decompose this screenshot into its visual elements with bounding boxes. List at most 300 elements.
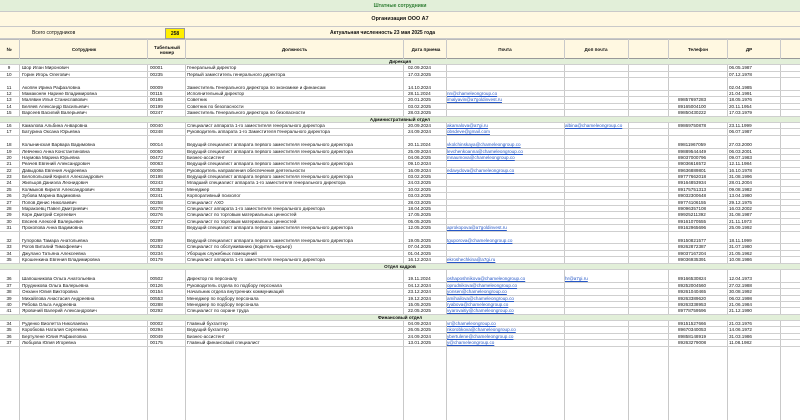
- cell-phone: 89670340053: [678, 327, 707, 333]
- cell-phone: 89263389620: [678, 295, 707, 301]
- cell-employee[interactable]: Яровачий Валерий Александрович: [22, 308, 97, 314]
- cell-birthday: 12.04.1973: [729, 276, 752, 282]
- cell-mail[interactable]: ybertulene@chameleongroup.co: [447, 333, 514, 339]
- cell-mail[interactable]: yonsen@chameleongroup.co: [447, 289, 507, 295]
- cell-tab-number: 00277: [150, 218, 163, 224]
- cell-hire-date: 28.03.2025: [408, 199, 431, 205]
- cell-num: 37: [6, 282, 12, 288]
- cell-num: 12: [6, 90, 12, 96]
- cell-employee[interactable]: Батурина Оксана Юрьевна: [22, 129, 80, 135]
- department-label: Финансовый отдел: [377, 314, 423, 320]
- cell-position: Главный финансовый специалист: [187, 340, 260, 346]
- cell-phone: 89166530824: [678, 276, 707, 282]
- cell-hire-date: 16.09.2024: [408, 167, 431, 173]
- cell-birthday: 21.06.1984: [729, 301, 752, 307]
- cell-position: Бизнес-ассистент: [187, 154, 225, 160]
- cell-hire-date: 19.05.2025: [408, 237, 431, 243]
- cell-position: Первый заместитель генерального директора: [187, 71, 286, 77]
- cell-num: 19: [6, 148, 12, 154]
- cell-tab-number: 00040: [150, 122, 163, 128]
- cell-phone: 89036616572: [678, 161, 707, 167]
- cell-position: Директор по персоналу: [187, 276, 238, 282]
- cell-phone: 89262872387: [678, 244, 707, 250]
- cell-phone: 89037167204: [678, 250, 707, 256]
- cell-position: Ведущий специалист аппарата первого заместителя генерального директора: [187, 237, 353, 243]
- cell-employee[interactable]: Гупорова Тамара Анатольевна: [22, 237, 88, 243]
- cell-mail[interactable]: tguporova@chameleongroup.co: [447, 237, 513, 243]
- cell-position: Уборщик служебных помещений: [187, 250, 257, 256]
- stats-bar: [0, 27, 800, 39]
- cell-tab-number: 00126: [150, 282, 163, 288]
- cell-position: Заместитель Генерального директора по экономике и финансам: [187, 84, 326, 90]
- department-label: Отдел кадров: [384, 263, 416, 269]
- table-header: [0, 39, 800, 59]
- cell-tab-number: 00014: [150, 142, 163, 148]
- cell-tab-number: 00002: [150, 321, 163, 327]
- cell-num: 34: [6, 321, 12, 327]
- actual-headcount: Актуальная численность 23 мая 2025 года: [330, 29, 436, 36]
- cell-mail[interactable]: obsdeve@gmail.com: [447, 129, 490, 135]
- cell-position: Генеральный директор: [187, 65, 237, 71]
- cell-employee[interactable]: Белопольский Кирилл Александрович: [22, 174, 104, 180]
- cell-birthday: 14.06.1972: [729, 327, 752, 333]
- cell-num: 34: [6, 250, 12, 256]
- cell-tab-number: 00234: [150, 250, 163, 256]
- cell-employee[interactable]: Наумова Марина Юрьевна: [22, 154, 80, 160]
- cell-num: 23: [6, 174, 12, 180]
- cell-employee[interactable]: Колмыков Кирилл Александрович: [22, 186, 95, 192]
- table-row: [0, 136, 800, 149]
- cell-employee[interactable]: Давыдова Евгения Андреевна: [22, 167, 87, 173]
- cell-hire-date: 05.05.2025: [408, 218, 431, 224]
- cell-num: 40: [6, 301, 12, 307]
- cell-mail[interactable]: amihailova@chameleongroup.co: [447, 295, 514, 301]
- cell-mail[interactable]: vr@chameleongroup.co: [447, 321, 496, 327]
- cell-position: Руководитель отдела по подбору персонала: [187, 282, 282, 288]
- cell-num: 30: [6, 218, 12, 224]
- cell-birthday: 12.11.1984: [729, 161, 752, 167]
- cell-employee[interactable]: Прокопова Анна Вадимовна: [22, 225, 83, 231]
- cell-add-mail[interactable]: hr@a7gi.ru: [565, 276, 588, 282]
- cell-phone: 89263338953: [678, 301, 707, 307]
- cell-phone: 89774106155: [678, 199, 707, 205]
- cell-hire-date: 24.03.2025: [408, 180, 431, 186]
- cell-position: Заместитель Генерального директора по безопасности: [187, 110, 306, 116]
- cell-mail[interactable]: nkorobkova@chameleongroup.co: [447, 327, 516, 333]
- table-row: [0, 340, 800, 346]
- cell-phone: 89261040465: [678, 289, 707, 295]
- cell-employee[interactable]: Бертулене Юлия Рафаиловна: [22, 333, 87, 339]
- cell-hire-date: 25.09.2024: [408, 148, 431, 154]
- cell-tab-number: 00248: [150, 129, 163, 135]
- cell-hire-date: 19.12.2024: [408, 295, 431, 301]
- cell-mail[interactable]: y@chameleongroup.co: [447, 340, 495, 346]
- cell-tab-number: 00179: [150, 257, 163, 263]
- cell-position: Ведущий специалист аппарата первого заместителя генерального директора: [187, 174, 353, 180]
- cell-num: 21: [6, 161, 12, 167]
- cell-mail[interactable]: edavydova@chameleongroup.co: [447, 167, 515, 173]
- cell-position: Главный бухгалтер: [187, 321, 228, 327]
- cell-employee[interactable]: Корн Дмитрий Сергеевич: [22, 212, 77, 218]
- cell-tab-number: 00001: [150, 65, 163, 71]
- cell-hire-date: 28.11.2024: [408, 90, 431, 96]
- cell-mail[interactable]: imalyavin@a7goldinvest.ru: [447, 97, 502, 103]
- cell-tab-number: 00283: [150, 225, 163, 231]
- cell-tab-number: 00186: [150, 97, 163, 103]
- cell-num: 31: [6, 225, 12, 231]
- col-position[interactable]: Должность: [281, 47, 308, 52]
- cell-tab-number: 00294: [150, 327, 163, 333]
- cell-position: Менеджер по подбору персонала: [187, 295, 259, 301]
- cell-position: Ведущий специалист аппарата первого заместителя генерального директора: [187, 148, 353, 154]
- cell-hire-date: 14.10.2024: [408, 84, 431, 90]
- cell-tab-number: 00175: [150, 340, 163, 346]
- cell-hire-date: 24.09.2024: [408, 333, 431, 339]
- cell-phone: 89778759596: [678, 308, 707, 314]
- cell-birthday: 29.12.1975: [729, 199, 752, 205]
- cell-birthday: 06.02.1998: [729, 295, 752, 301]
- cell-hire-date: 24.09.2024: [408, 129, 431, 135]
- col-num[interactable]: №: [6, 47, 12, 52]
- cell-phone: 89252004560: [678, 282, 707, 288]
- cell-birthday: 09.08.1982: [729, 186, 752, 192]
- cell-num: 17: [6, 129, 12, 135]
- cell-birthday: 20.11.1954: [729, 103, 752, 109]
- cell-tab-number: 00199: [150, 103, 163, 109]
- cell-phone: 89811967059: [678, 142, 706, 148]
- cell-phone: 89858148919: [678, 333, 707, 339]
- col-employee[interactable]: Сотрудник: [71, 47, 97, 52]
- cell-employee[interactable]: Реачев Евгений Александрович: [22, 161, 91, 167]
- table-body: [0, 59, 800, 347]
- cell-phone: 89036935391: [678, 257, 707, 263]
- cell-employee[interactable]: Джулано Татьяна Алексеевна: [22, 250, 86, 256]
- cell-hire-date: 26.05.2025: [408, 327, 431, 333]
- cell-birthday: 09.07.1983: [729, 154, 752, 160]
- cell-hire-date: 17.03.2025: [408, 71, 431, 77]
- cell-employee[interactable]: Маракоевц Павел Дмитриевич: [22, 206, 88, 212]
- cell-phone: 89161070555: [678, 218, 707, 224]
- cell-birthday: 18.11.1999: [729, 237, 752, 243]
- cell-birthday: 21.11.1973: [729, 218, 752, 224]
- cell-num: 14: [6, 103, 12, 109]
- cell-birthday: 28.01.2004: [729, 180, 752, 186]
- cell-mail[interactable]: ryabova@chameleongroup.co: [447, 301, 509, 307]
- cell-birthday: 21.12.1990: [729, 308, 752, 314]
- cell-birthday: 16.03.2002: [729, 206, 752, 212]
- cell-employee[interactable]: Колынинская Варвара Вадимовна: [22, 142, 96, 148]
- cell-position: Начальник отдела внутренних коммуникаций: [187, 289, 284, 295]
- cell-phone: 89889544449: [678, 148, 707, 154]
- cell-tab-number: 00235: [150, 71, 163, 77]
- cell-employee[interactable]: Рябова Ольга Андреевна: [22, 301, 77, 307]
- cell-hire-date: 01.04.2025: [408, 250, 431, 256]
- cell-phone: 89263279008: [678, 340, 707, 346]
- cell-num: 20: [6, 154, 12, 160]
- cell-birthday: 25.09.1992: [729, 225, 752, 231]
- cell-position: Специалист АХО: [187, 199, 224, 205]
- cell-num: 16: [6, 122, 12, 128]
- cell-employee[interactable]: Михайлова Анастасия Андреевна: [22, 295, 95, 301]
- cell-position: Бизнес-ассистент: [187, 333, 225, 339]
- cell-add-mail[interactable]: albina@chameleongroup.co: [565, 122, 623, 128]
- cell-employee[interactable]: Варсеев Василий Валерьевич: [22, 110, 87, 116]
- cell-hire-date: 20.09.2024: [408, 122, 431, 128]
- cell-num: 39: [6, 295, 12, 301]
- cell-birthday: 31.08.1996: [729, 174, 752, 180]
- cell-hire-date: 04.06.2025: [408, 154, 431, 160]
- cell-phone: 89636889801: [678, 167, 707, 173]
- cell-mail[interactable]: vyarovaitiy@chameleongroup.co: [447, 308, 514, 314]
- cell-position: Ведущий бухгалтер: [187, 327, 229, 333]
- cell-tab-number: 00243: [150, 180, 163, 186]
- col-birthday[interactable]: ДР: [745, 47, 753, 52]
- cell-num: 35: [6, 327, 12, 333]
- cell-num: 29: [6, 212, 12, 218]
- cell-employee[interactable]: Беляев Александр Васильевич: [22, 103, 89, 109]
- cell-phone: 89162965696: [678, 225, 707, 231]
- cell-employee[interactable]: Камалова Альбина Анваровна: [22, 122, 88, 128]
- cell-num: 15: [6, 110, 12, 116]
- organization-title: Организация ООО А7: [0, 12, 800, 27]
- cell-hire-date: 13.01.2025: [408, 340, 431, 346]
- cell-hire-date: 09.10.2024: [408, 161, 431, 167]
- cell-num: 37: [6, 340, 12, 346]
- cell-tab-number: 00292: [150, 308, 163, 314]
- cell-phone: 89151527666: [678, 321, 707, 327]
- cell-hire-date: 07.04.2025: [408, 244, 431, 250]
- col-hire-date[interactable]: Дата приема: [411, 47, 441, 52]
- cell-position: Ведущий специалист аппарата первого заместителя генерального директора: [187, 142, 353, 148]
- cell-employee[interactable]: Крошенкина Евгения Владимировна: [22, 257, 100, 263]
- cell-tab-number: 00050: [150, 148, 163, 154]
- cell-tab-number: 00247: [150, 110, 163, 116]
- cell-birthday: 23.11.1999: [729, 122, 752, 128]
- cell-position: Советник: [187, 97, 207, 103]
- cell-position: Специалист по охране труда: [187, 308, 249, 314]
- cell-hire-date: 02.09.2024: [408, 65, 431, 71]
- cell-phone: 89165004100: [678, 103, 707, 109]
- cell-num: 33: [6, 244, 12, 250]
- cell-birthday: 27.02.1988: [729, 282, 752, 288]
- cell-birthday: 06.05.1987: [729, 65, 752, 71]
- cell-employee[interactable]: Евсеев Алексей Валерьевич: [22, 218, 84, 224]
- cell-position: Руководитель аппарата 1-го Заместителя Генерального директора: [187, 129, 330, 135]
- cell-birthday: 30.08.1992: [729, 289, 752, 295]
- cell-num: 25: [6, 186, 12, 192]
- cell-birthday: 31.07.1980: [729, 244, 752, 250]
- cell-hire-date: 18.04.2025: [408, 206, 431, 212]
- cell-birthday: 18.05.1976: [729, 97, 752, 103]
- total-label: Всего сотрудников: [32, 29, 76, 36]
- cell-birthday: 27.03.2000: [729, 142, 752, 148]
- cell-position: Специалист по обслуживанию (водитель-курьер): [187, 244, 292, 250]
- cell-position: Специалист по торговым материальных ценностей: [187, 212, 297, 218]
- cell-num: 26: [6, 193, 12, 199]
- cell-employee[interactable]: Малявин Илья Станиславович: [22, 97, 88, 103]
- cell-birthday: 11.08.1982: [729, 340, 752, 346]
- cell-position: Советник по безопасности: [187, 103, 244, 109]
- cell-phone: 89150821577: [678, 237, 707, 243]
- cell-hire-date: 12.05.2025: [408, 225, 431, 231]
- cell-num: 10: [6, 71, 12, 77]
- cell-hire-date: 20.11.2024: [408, 142, 431, 148]
- cell-hire-date: 15.05.2025: [408, 301, 431, 307]
- col-mail[interactable]: Почта: [498, 47, 512, 52]
- cell-phone: 89164853934: [678, 180, 707, 186]
- cell-tab-number: 00241: [150, 193, 163, 199]
- cell-mail[interactable]: levchenkoanna@chameleongroup.co: [447, 148, 523, 154]
- cell-birthday: 21.03.1976: [729, 321, 752, 327]
- cell-mail[interactable]: nn@chameleongroup.co: [447, 90, 498, 96]
- cell-employee[interactable]: Попов Денис Николаевич: [22, 199, 77, 205]
- cell-tab-number: 00115: [150, 90, 163, 96]
- cell-employee[interactable]: Рогов Виталий Тимофеевич: [22, 244, 82, 250]
- cell-hire-date: 28.03.2025: [408, 110, 431, 116]
- table-row: [0, 270, 800, 283]
- cell-position: Специалист аппарата 1-го заместителя генерального директора: [187, 122, 325, 128]
- cell-mail[interactable]: oshaposhnikova@chameleongroup.co: [447, 276, 526, 282]
- cell-employee[interactable]: Зубова Марина Вадимовна: [22, 193, 81, 199]
- cell-hire-date: 03.03.2025: [408, 193, 431, 199]
- cell-num: 27: [6, 199, 12, 205]
- cell-birthday: 31.03.1986: [729, 333, 752, 339]
- cell-birthday: 02.04.1985: [729, 84, 752, 90]
- cell-hire-date: 04.12.2024: [408, 282, 431, 288]
- cell-num: 18: [6, 142, 12, 148]
- table-row: [0, 78, 800, 91]
- cell-phone: 89925211392: [678, 212, 706, 218]
- col-add-mail[interactable]: Доп почта: [584, 47, 608, 52]
- cell-num: 11: [6, 84, 12, 90]
- cell-phone: 89037000796: [678, 154, 707, 160]
- cell-tab-number: 00289: [150, 237, 163, 243]
- cell-mail[interactable]: ekroshechkina@a7gi.ru: [447, 257, 496, 263]
- cell-employee[interactable]: Прудникова Ольга Валерьевна: [22, 282, 89, 288]
- col-phone[interactable]: Телефон: [687, 47, 709, 52]
- cell-position: Исполнительный директор: [187, 90, 245, 96]
- cell-birthday: 16.10.1978: [729, 167, 752, 173]
- cell-mail[interactable]: vkolchinskaya@chameleongroup.co: [447, 142, 521, 148]
- cell-hire-date: 17.05.2025: [408, 212, 431, 218]
- cell-tab-number: 00049: [150, 333, 163, 339]
- cell-hire-date: 03.02.2025: [408, 174, 431, 180]
- cell-tab-number: 00288: [150, 301, 163, 307]
- cell-tab-number: 00009: [150, 84, 163, 90]
- cell-employee[interactable]: Онханн Юлия Викторовна: [22, 289, 78, 295]
- cell-hire-date: 10.02.2025: [408, 186, 431, 192]
- cell-phone: 89175751313: [678, 186, 707, 192]
- cell-birthday: 07.12.1978: [729, 71, 752, 77]
- cell-hire-date: 19.11.2024: [408, 276, 431, 282]
- cell-position: Специалист аппарата 1-го заместителя генерального директора: [187, 206, 325, 212]
- cell-position: Специалист аппарата 1-го заместителя генерального директора: [187, 257, 325, 263]
- cell-phone: 89869750878: [678, 122, 707, 128]
- cell-employee[interactable]: Жильцов Даниэла Леонидович: [22, 180, 89, 186]
- cell-position: Менеджер: [187, 186, 210, 192]
- cell-position: Руководитель направления обеспечения деятельности: [187, 167, 305, 173]
- cell-birthday: 06.07.1987: [729, 129, 752, 135]
- cell-tab-number: 00472: [150, 154, 163, 160]
- cell-position: Ведущий специалист аппарата первого заместителя генерального директора: [187, 161, 353, 167]
- cell-hire-date: 03.02.2025: [408, 103, 431, 109]
- cell-employee[interactable]: Мамаконян Нарине Владимировна: [22, 90, 97, 96]
- cell-phone: 89850430222: [678, 110, 707, 116]
- cell-hire-date: 16.12.2024: [408, 257, 431, 263]
- cell-num: 41: [6, 308, 12, 314]
- cell-num: 38: [6, 289, 12, 295]
- cell-hire-date: 22.05.2025: [408, 308, 431, 314]
- cell-tab-number: 00352: [150, 186, 163, 192]
- cell-birthday: 10.08.1986: [729, 257, 752, 263]
- cell-birthday: 17.03.1979: [729, 110, 752, 116]
- cell-num: 13: [6, 97, 12, 103]
- cell-position: Корпоративный психолог: [187, 193, 241, 199]
- cell-mail[interactable]: oprudnikova@chameleongroup.co: [447, 282, 518, 288]
- cell-num: 28: [6, 206, 12, 212]
- cell-hire-date: 04.09.2024: [408, 321, 431, 327]
- cell-birthday: 13.04.1980: [729, 193, 752, 199]
- cell-birthday: 21.05.1962: [729, 250, 752, 256]
- sheet-title: Штатные сотрудники: [0, 0, 800, 12]
- cell-tab-number: 00252: [150, 244, 163, 250]
- cell-mail[interactable]: mnaumova@chameleongroup.co: [447, 154, 515, 160]
- cell-employee[interactable]: Любцова Юлия Игоревна: [22, 340, 76, 346]
- cell-tab-number: 00278: [150, 206, 163, 212]
- cell-mail[interactable]: akamalova@a7gi.ru: [447, 122, 488, 128]
- cell-phone: 89857697283: [678, 97, 707, 103]
- cell-tab-number: 00553: [150, 295, 163, 301]
- cell-num: 24: [6, 180, 12, 186]
- cell-tab-number: 00063: [150, 161, 163, 167]
- cell-tab-number: 00502: [150, 276, 163, 282]
- cell-employee[interactable]: Руденко Виолетта Николаевна: [22, 321, 88, 327]
- cell-birthday: 21.04.1991: [729, 90, 752, 96]
- cell-position: Менеджер по подбору персонала: [187, 301, 259, 307]
- cell-tab-number: 00276: [150, 212, 163, 218]
- cell-birthday: 31.08.1987: [729, 212, 752, 218]
- cell-position: Ведущий специалист аппарата первого заместителя генерального директора: [187, 225, 353, 231]
- cell-num: 36: [6, 333, 12, 339]
- cell-num: 35: [6, 257, 12, 263]
- department-label: Административный отдел: [369, 116, 431, 122]
- table-row: [0, 232, 800, 245]
- cell-phone: 89096357108: [678, 206, 707, 212]
- cell-employee[interactable]: Шапошникова Ольга Анатольевна: [22, 276, 96, 282]
- cell-num: 36: [6, 276, 12, 282]
- cell-num: 9: [7, 65, 11, 71]
- total-value-cell[interactable]: 258: [165, 28, 185, 39]
- cell-employee[interactable]: Горин Игорь Олегович: [22, 71, 70, 77]
- cell-tab-number: 00258: [150, 199, 163, 205]
- cell-hire-date: 20.01.2025: [408, 97, 431, 103]
- cell-num: 22: [6, 167, 12, 173]
- cell-phone: 89032300648: [678, 193, 707, 199]
- cell-mail[interactable]: aprokopova@a7goldinvest.ru: [447, 225, 507, 231]
- cell-position: Специалист по торговым материальных ценностей: [187, 218, 297, 224]
- cell-birthday: 06.03.2001: [729, 148, 752, 154]
- col-tab-number[interactable]: Табельный номер: [154, 44, 180, 55]
- cell-num: 32: [6, 237, 12, 243]
- cell-hire-date: 23.12.2024: [408, 289, 431, 295]
- cell-employee[interactable]: Коробкова Наталия Сергеевна: [22, 327, 88, 333]
- cell-employee[interactable]: Шор Илан Миронович: [22, 65, 69, 71]
- cell-tab-number: 00198: [150, 174, 163, 180]
- department-label: Дирекция: [388, 59, 412, 64]
- cell-employee[interactable]: Левченко Анна Константиновна: [22, 148, 90, 154]
- cell-tab-number: 00006: [150, 167, 163, 173]
- cell-employee[interactable]: Акопян Ирина Рафаэловна: [22, 84, 81, 90]
